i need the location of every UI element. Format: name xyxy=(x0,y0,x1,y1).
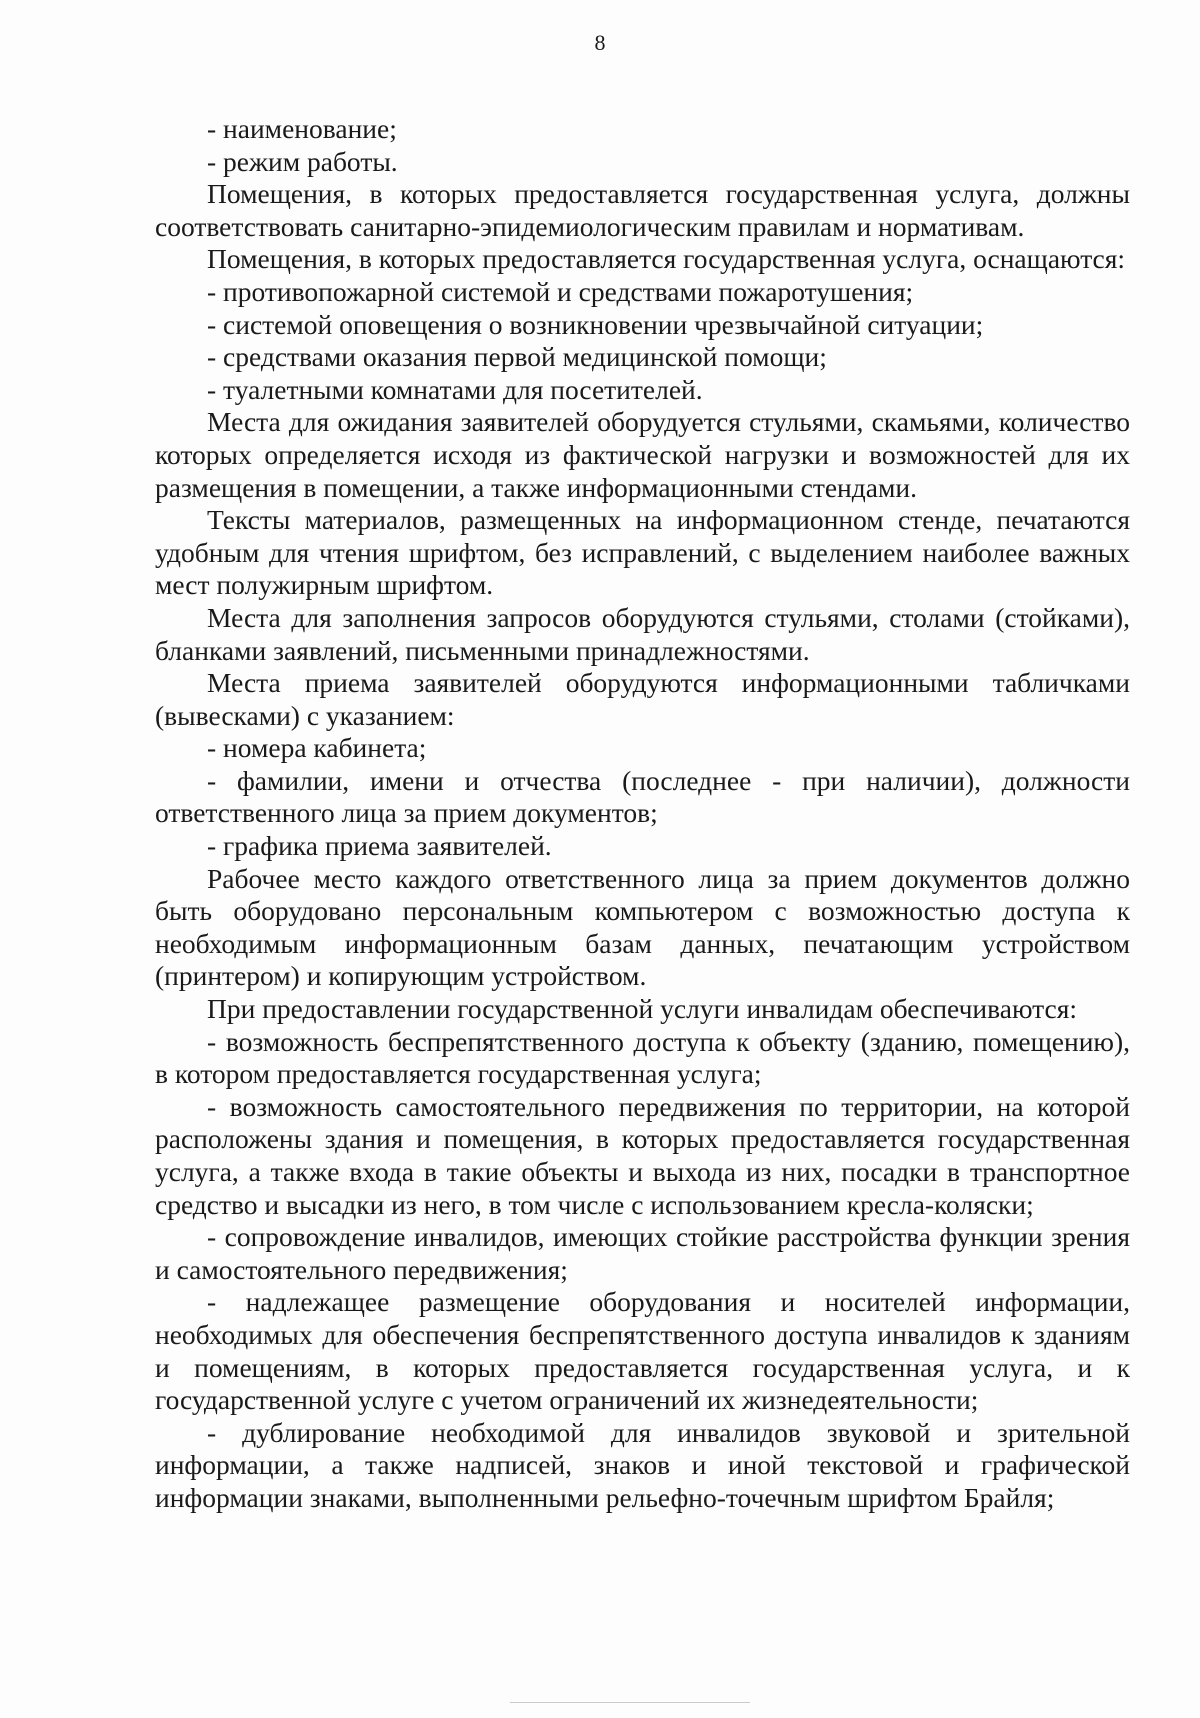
paragraph-responsible-person: - фамилии, имени и отчества (последнее - при наличии), должности ответственного лица за прием документов; xyxy=(155,764,1130,829)
paragraph-independent-movement: - возможность самостоятельного передвижения по территории, на которой расположены здания и помещения, в которых предоставляется государственная услуга, а также входа в такие объекты и выхода из них, посадки в транспортное средство и высадки из него, в том числе с использованием кресла-коляски; xyxy=(155,1090,1130,1220)
scan-artifact-divider xyxy=(510,1702,750,1703)
paragraph-waiting-areas: Места для ожидания заявителей оборудуется стульями, скамьями, количество которых определяется исходя из фактической нагрузки и возможностей для их размещения в помещении, а также информационными стендами. xyxy=(155,406,1130,503)
paragraph-disabled-provisions: При предоставлении государственной услуги инвалидам обеспечиваются: xyxy=(207,993,1077,1025)
paragraph-first-aid: - средствами оказания первой медицинской помощи; xyxy=(207,341,827,373)
paragraph-reception-schedule: - графика приема заявителей. xyxy=(207,830,552,862)
paragraph-equipment-placement: - надлежащее размещение оборудования и носителей информации, необходимых для обеспечения беспрепятственного доступа инвалидов к зданиям и помещениям, в которых предоставляется государственная услуга, и к государственной услуге с учетом ограничений их жизнедеятельности; xyxy=(155,1286,1130,1416)
paragraph-alert-system: - системой оповещения о возникновении чрезвычайной ситуации; xyxy=(207,308,984,340)
paragraph-toilets: - туалетными комнатами для посетителей. xyxy=(207,373,703,405)
paragraph-premises-equipped: Помещения, в которых предоставляется государственная услуга, оснащаются: xyxy=(207,243,1126,275)
document-body xyxy=(155,113,1130,1515)
page-number: 8 xyxy=(594,30,606,55)
paragraph-escort: - сопровождение инвалидов, имеющих стойкие расстройства функции зрения и самостоятельного передвижения; xyxy=(155,1221,1130,1285)
paragraph-reception-signs: Места приема заявителей оборудуются информационными табличками (вывесками) с указанием: xyxy=(155,667,1130,731)
paragraph-fire-system: - противопожарной системой и средствами пожаротушения; xyxy=(207,275,914,307)
paragraph-workplace: Рабочее место каждого ответственного лица за прием документов должно быть оборудовано персональным компьютером с возможностью доступа к необходимым информационным базам данных, печатающим устройством (принтером) и копирующим устройством. xyxy=(155,862,1130,992)
paragraph-request-areas: Места для заполнения запросов оборудуются стульями, столами (стойками), бланками заявлений, письменными принадлежностями. xyxy=(155,601,1130,666)
paragraph-work-schedule: - режим работы. xyxy=(207,145,398,177)
paragraph-unobstructed-access: - возможность беспрепятственного доступа к объекту (зданию, помещению), в котором предоставляется государственная услуга; xyxy=(155,1025,1130,1090)
paragraph-stand-texts: Тексты материалов, размещенных на информационном стенде, печатаются удобным для чтения шрифтом, без исправлений, с выделением наиболее важных мест полужирным шрифтом. xyxy=(155,504,1130,601)
paragraph-braille-duplication: - дублирование необходимой для инвалидов звуковой и зрительной информации, а также надписей, знаков и иной текстовой и графической информации знаками, выполненными рельефно-точечным шрифтом Брайля; xyxy=(155,1416,1130,1513)
paragraph-item-name: - наименование; xyxy=(207,113,397,144)
paragraph-room-number: - номера кабинета; xyxy=(207,732,427,764)
paragraph-premises-sanitary: Помещения, в которых предоставляется государственная услуга, должны соответствовать санитарно-эпидемиологическим правилам и нормативам. xyxy=(155,178,1130,242)
